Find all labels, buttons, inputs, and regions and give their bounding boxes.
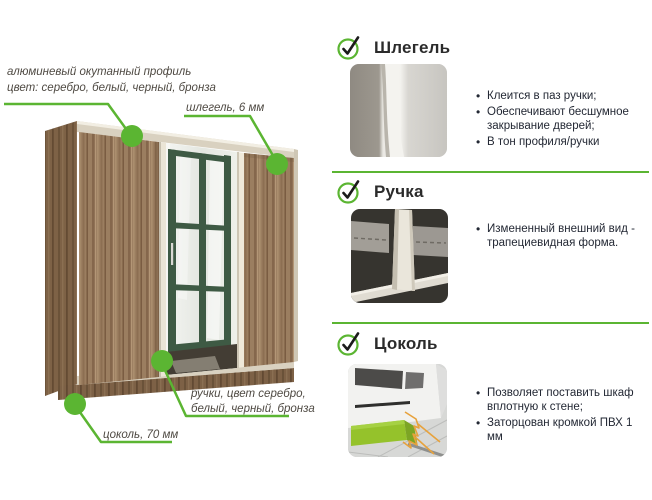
callout-dot-profile — [121, 125, 143, 147]
callout-dot-handles — [151, 350, 173, 372]
callout-label-handles — [191, 387, 315, 417]
callout-label-line: цоколь, 70 мм — [103, 429, 179, 441]
plinth-photo — [348, 364, 447, 457]
section-divider — [332, 171, 649, 173]
feature-bullet: • Измененный внешний вид - трапециевидная форма. — [475, 222, 640, 250]
callout-label-line: ручки, цвет серебро, — [191, 388, 306, 400]
section-title-plinth: Цоколь — [374, 334, 438, 353]
callout-label-schlegel — [186, 100, 264, 116]
section-title-handle: Ручка — [374, 182, 424, 201]
handle-bullet-list — [475, 222, 640, 252]
wardrobe-right-door — [244, 153, 294, 367]
callout-label-line: белый, черный, бронза — [191, 403, 315, 415]
callout-label-line: алюминевый окутанный профиль — [7, 66, 192, 78]
feature-bullet: • В тон профиля/ручки — [475, 135, 630, 149]
callout-label-line: цвет: серебро, белый, черный, бронза — [7, 82, 216, 94]
feature-bullet: • Обеспечивают бесшумное закрывание дверей; — [475, 105, 630, 133]
section-title-schlegel: Шлегель — [374, 38, 451, 57]
section-schlegel-header — [336, 33, 362, 61]
section-divider — [332, 322, 649, 324]
callout-label-profile — [7, 64, 216, 96]
feature-bullet: • Заторцован кромкой ПВХ 1 мм — [475, 416, 647, 444]
feature-bullet: • Позволяет поставить шкаф вплотную к стене; — [475, 386, 647, 414]
check-icon — [336, 177, 362, 205]
section-handle-header — [336, 177, 362, 205]
check-icon — [336, 33, 362, 61]
callout-label-line: шлегель, 6 мм — [186, 102, 265, 114]
callout-dot-plinth — [64, 393, 86, 415]
schlegel-bullet-list — [475, 89, 630, 151]
section-plinth-header — [336, 329, 362, 357]
check-icon — [336, 329, 362, 357]
handle-photo — [351, 209, 448, 303]
callout-label-plinth — [103, 427, 178, 443]
wardrobe-left-door — [79, 132, 159, 385]
callout-dot-schlegel — [266, 153, 288, 175]
schlegel-photo — [350, 64, 447, 157]
feature-bullet: • Клеится в паз ручки; — [475, 89, 630, 103]
plinth-bullet-list — [475, 386, 647, 446]
